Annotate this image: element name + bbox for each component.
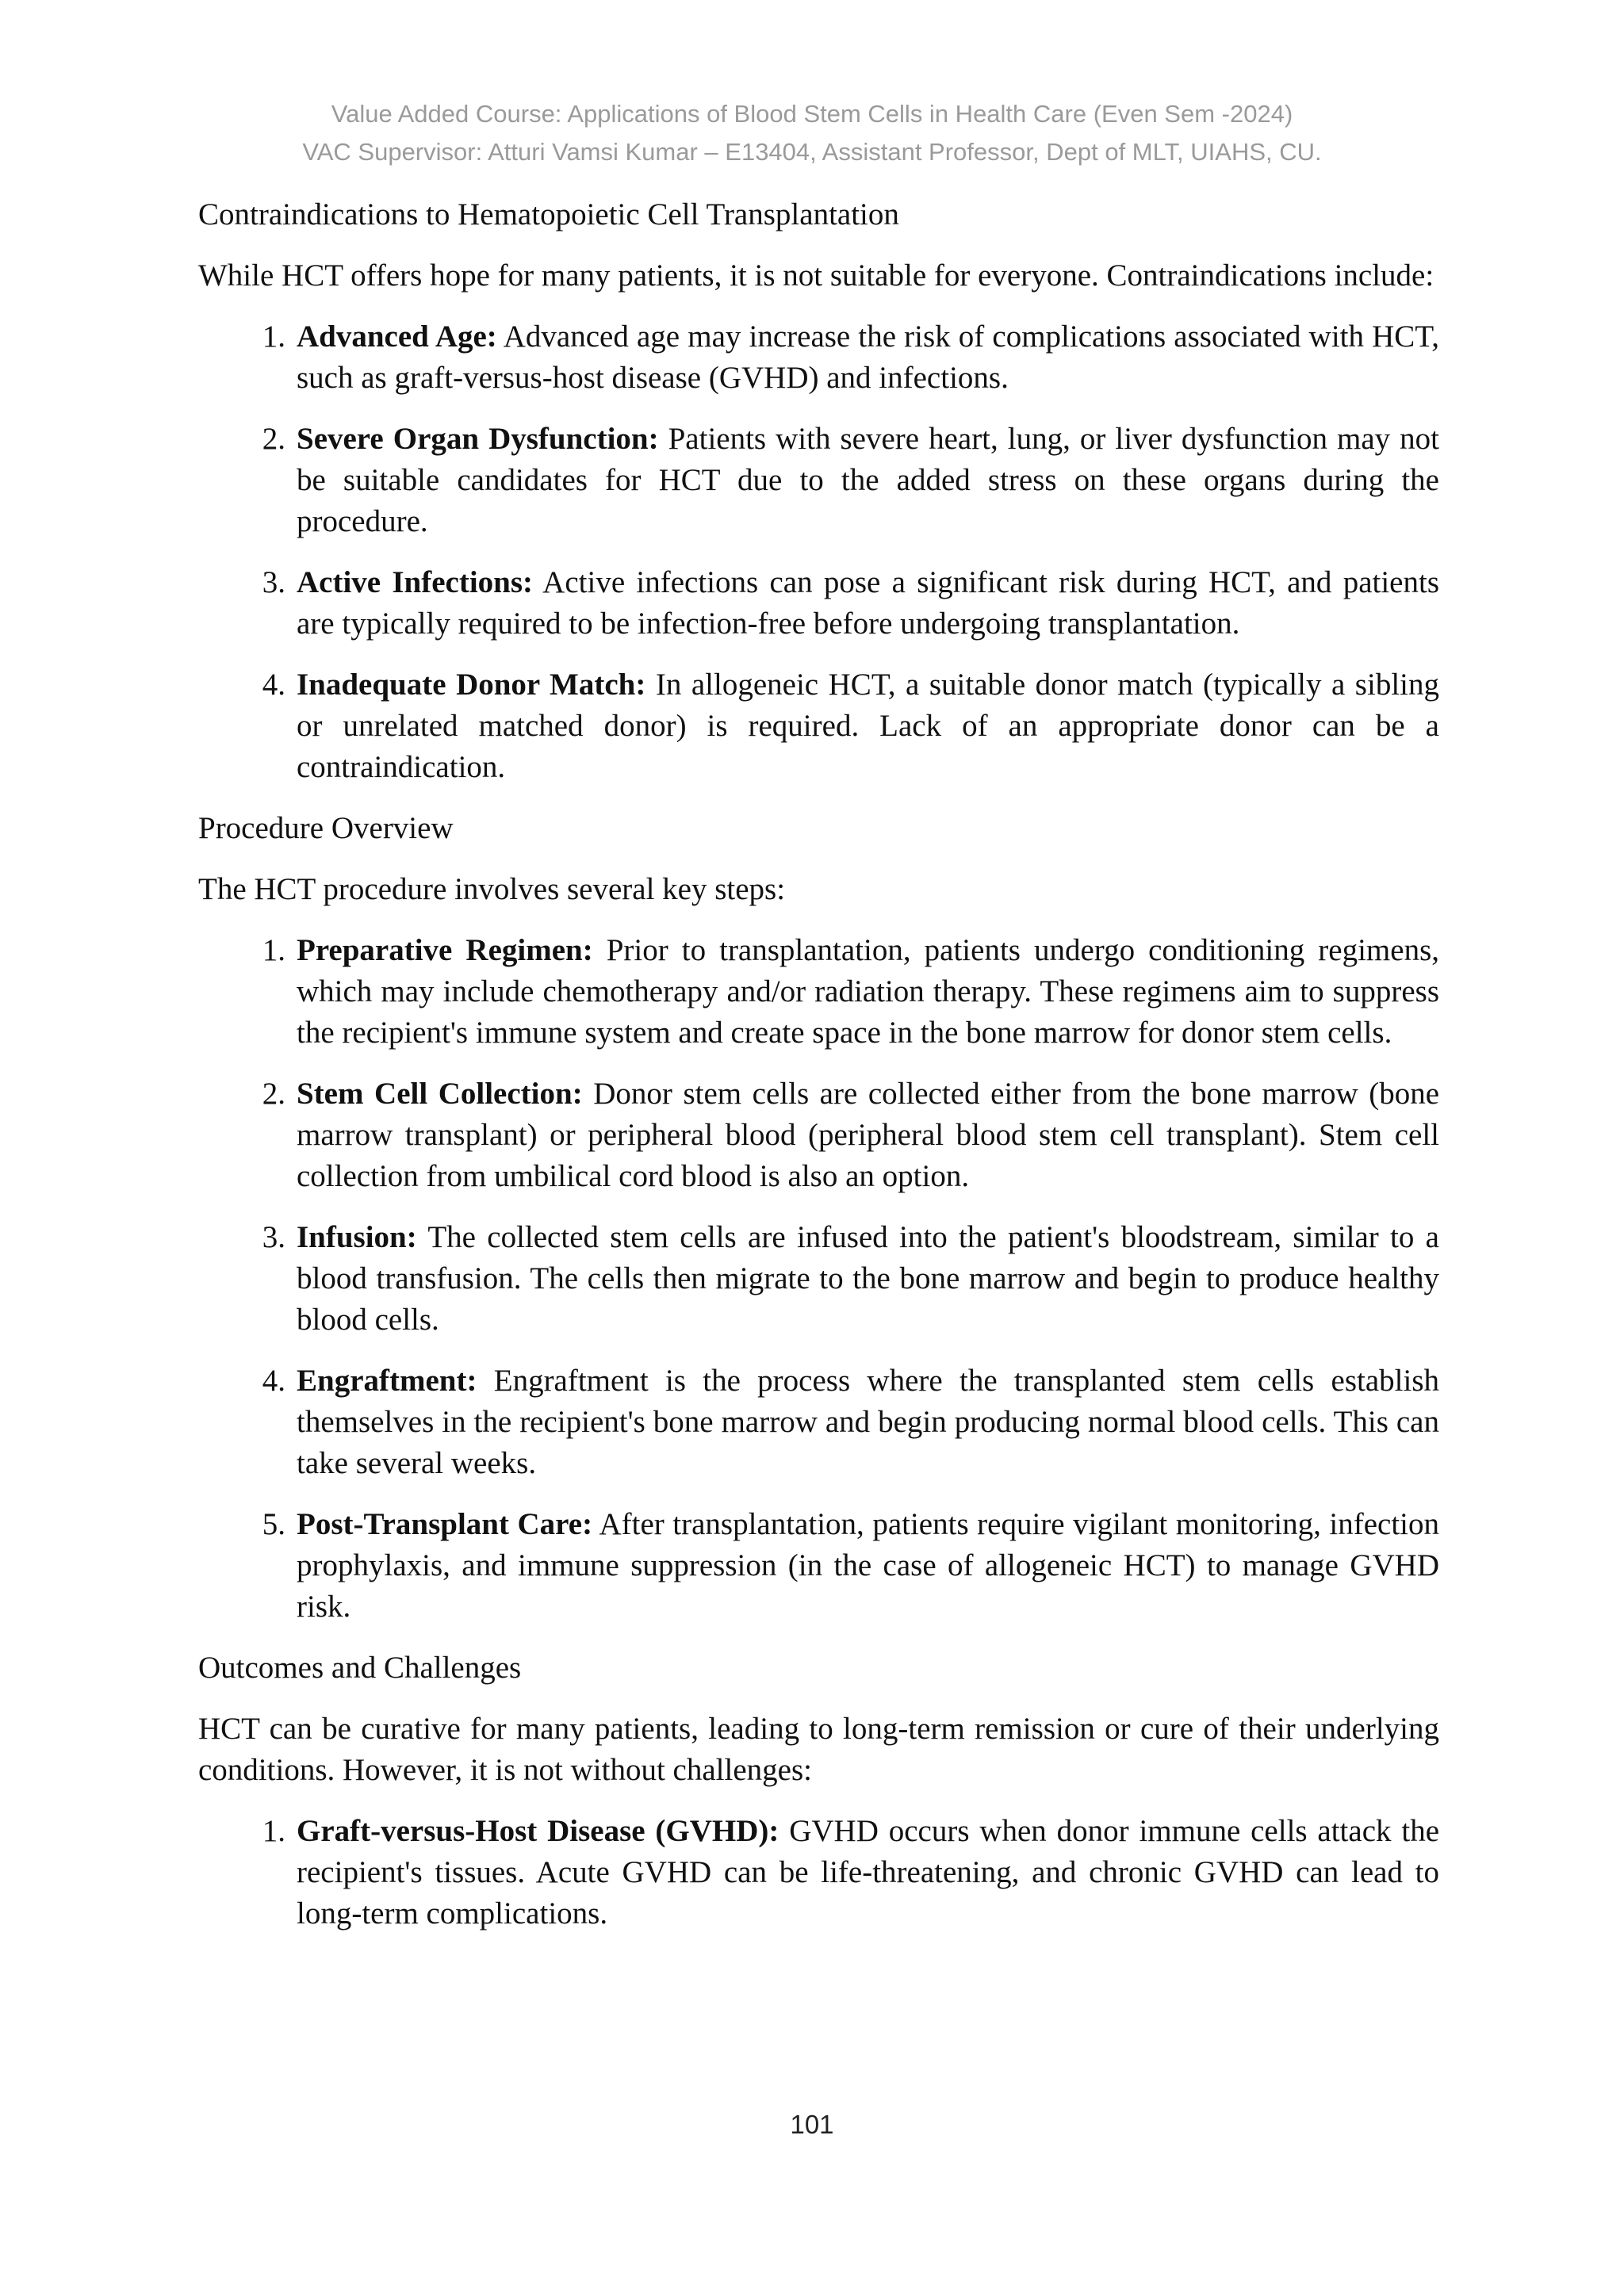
item-number: 4. xyxy=(262,1364,285,1398)
item-text: After transplantation, patients require vigilant monitoring, infection prophylaxis, and immune suppression (in the case of allogeneic HCT) to manage GVHD risk. xyxy=(297,1507,1440,1624)
item-number: 5. xyxy=(262,1507,285,1541)
list-item xyxy=(198,1217,1439,1341)
item-term: Graft-versus-Host Disease (GVHD): xyxy=(297,1814,779,1848)
item-number: 1. xyxy=(262,933,285,967)
list-item xyxy=(198,1360,1439,1484)
list-item xyxy=(198,930,1439,1054)
supervisor-line: VAC Supervisor: Atturi Vamsi Kumar – E13404, Assistant Professor, Dept of MLT, UIAHS, CU. xyxy=(302,138,1322,166)
item-term: Severe Organ Dysfunction: xyxy=(297,422,659,456)
item-number: 3. xyxy=(262,1220,285,1254)
list-item xyxy=(198,419,1439,542)
item-text: Prior to transplantation, patients undergo conditioning regimens, which may include chemotherapy and/or radiation therapy. These regimens aim to suppress the recipient's immune system and create space in the bone marrow for donor stem cells. xyxy=(297,933,1439,1050)
contraindications-list xyxy=(198,316,1439,788)
course-title: Value Added Course: Applications of Blood Stem Cells in Health Care (Even Sem -2024) xyxy=(331,100,1293,128)
item-text: Engraftment is the process where the transplanted stem cells establish themselves in the recipient's bone marrow and begin producing normal blood cells. This can take several weeks. xyxy=(297,1364,1439,1480)
challenges-list xyxy=(198,1811,1439,1934)
section-intro: HCT can be curative for many patients, leading to long-term remission or cure of their underlying conditions. However, it is not without challenges: xyxy=(198,1712,1439,1787)
item-term: Post-Transplant Care: xyxy=(297,1507,593,1541)
item-term: Infusion: xyxy=(297,1220,417,1254)
page-header xyxy=(0,95,1624,171)
item-text: Patients with severe heart, lung, or liver dysfunction may not be suitable candidates for HCT due to the added stress on these organs during the procedure. xyxy=(297,422,1439,538)
procedure-steps-list xyxy=(198,930,1439,1628)
item-text: In allogeneic HCT, a suitable donor match (typically a sibling or unrelated matched donor) is required. Lack of an appropriate donor can be a contraindication. xyxy=(297,668,1439,784)
list-item xyxy=(198,316,1439,399)
list-item xyxy=(198,664,1439,788)
list-item xyxy=(198,1504,1439,1628)
section-heading: Procedure Overview xyxy=(198,811,454,845)
list-item xyxy=(198,1811,1439,1934)
document-body xyxy=(198,194,1439,1954)
section-intro: While HCT offers hope for many patients, it is not suitable for everyone. Contraindications include: xyxy=(198,258,1434,293)
item-term: Inadequate Donor Match: xyxy=(297,668,646,702)
item-number: 1. xyxy=(262,320,285,354)
item-text: Advanced age may increase the risk of complications associated with HCT, such as graft-versus-host disease (GVHD) and infections. xyxy=(297,320,1439,395)
item-term: Stem Cell Collection: xyxy=(297,1077,583,1111)
item-term: Advanced Age: xyxy=(297,320,497,354)
list-item xyxy=(198,1073,1439,1197)
item-text: Active infections can pose a significant risk during HCT, and patients are typically required to be infection-free before undergoing transplantation. xyxy=(297,565,1439,641)
item-number: 3. xyxy=(262,565,285,599)
item-term: Preparative Regimen: xyxy=(297,933,593,967)
page-number: 101 xyxy=(790,2110,834,2139)
section-heading: Outcomes and Challenges xyxy=(198,1651,522,1685)
list-item xyxy=(198,562,1439,645)
item-term: Active Infections: xyxy=(297,565,534,599)
item-text: Donor stem cells are collected either from the bone marrow (bone marrow transplant) or peripheral blood (peripheral blood stem cell transplant). Stem cell collection from umbilical cord blood is also an option. xyxy=(297,1077,1440,1193)
item-number: 4. xyxy=(262,668,285,702)
section-intro: The HCT procedure involves several key steps: xyxy=(198,872,786,906)
item-term: Engraftment: xyxy=(297,1364,477,1398)
item-number: 2. xyxy=(262,1077,285,1111)
item-text: GVHD occurs when donor immune cells attack the recipient's tissues. Acute GVHD can be life-threatening, and chronic GVHD can lead to long-term complications. xyxy=(297,1814,1439,1931)
item-text: The collected stem cells are infused into the patient's bloodstream, similar to a blood transfusion. The cells then migrate to the bone marrow and begin to produce healthy blood cells. xyxy=(297,1220,1439,1337)
item-number: 1. xyxy=(262,1814,285,1848)
item-number: 2. xyxy=(262,422,285,456)
section-heading: Contraindications to Hematopoietic Cell Transplantation xyxy=(198,197,899,232)
